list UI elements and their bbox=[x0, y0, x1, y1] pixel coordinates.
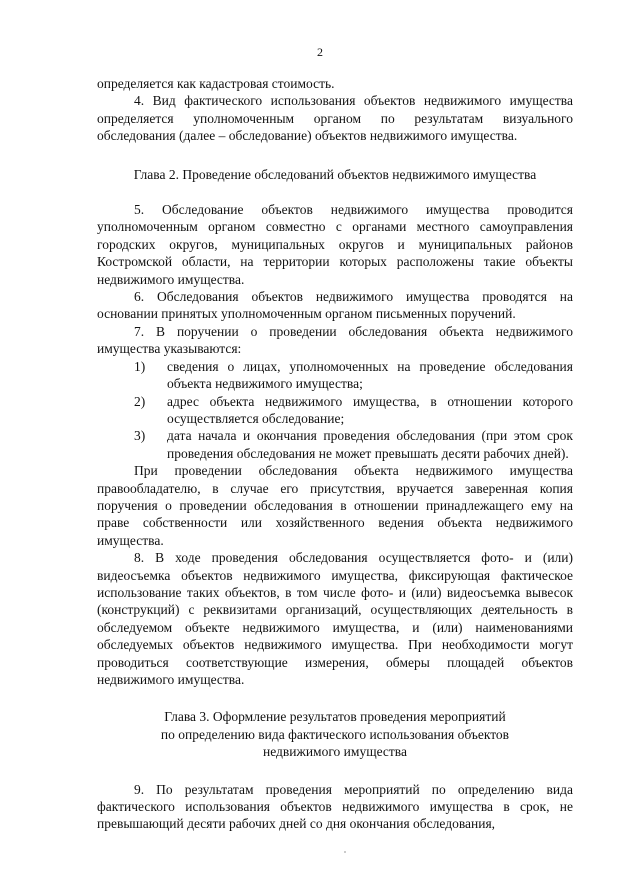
list-item-text: сведения о лицах, уполномоченных на проведение обследования объекта недвижимого имущества; bbox=[167, 358, 573, 392]
list-item-number: 3) bbox=[134, 428, 146, 444]
paragraph-5: 5. Обследование объектов недвижимого имущества проводится уполномоченным органом совместно с органами местного самоуправления городских округов, муниципальных округов и муниципальных районов Костромской области, на территории которых расположены такие объекты недвижимого имущества. bbox=[97, 202, 573, 287]
list-item-text: дата начала и окончания проведения обследования (при этом срок проведения обследования не может превышать десяти рабочих дней). bbox=[167, 428, 573, 461]
scan-mark bbox=[344, 851, 346, 853]
list-item bbox=[97, 427, 573, 462]
paragraph-continuation: определяется как кадастровая стоимость. bbox=[97, 76, 335, 91]
paragraph-4: 4. Вид фактического использования объектов недвижимого имущества определяется уполномоченным органом по результатам визуального обследования (далее – обследование) объектов недвижимого имущества. bbox=[97, 93, 573, 144]
list-item-number: 2) bbox=[134, 393, 146, 409]
list-item bbox=[97, 358, 573, 393]
paragraph-7: 7. В поручении о проведении обследования объекта недвижимого имущества указываются: bbox=[97, 323, 573, 357]
chapter-2-heading: Глава 2. Проведение обследований объектов недвижимого имущества bbox=[133, 166, 537, 182]
list-item bbox=[97, 393, 573, 428]
chapter-3-heading-line: недвижимого имущества bbox=[263, 744, 407, 760]
paragraph-6: 6. Обследования объектов недвижимого имущества проводятся на основании принятых уполномоченным органом письменных поручений. bbox=[97, 289, 573, 322]
chapter-3-heading-line: по определению вида фактического использования объектов bbox=[160, 726, 510, 742]
list-item-number: 1) bbox=[134, 358, 146, 374]
list-item-text: адрес объекта недвижимого имущества, в отношении которого осуществляется обследование; bbox=[167, 393, 573, 426]
paragraph-9: 9. По результатам проведения мероприятий по определению вида фактического использования объектов недвижимого имущества в срок, не превышающий десяти рабочих дней со дня окончания обследования, bbox=[97, 781, 573, 832]
page-number: 2 bbox=[317, 45, 323, 59]
paragraph-7-note: При проведении обследования объекта недвижимого имущества правообладателю, в случае его присутствия, вручается заверенная копия поручения о проведении обследования в отношении принадлежащего ему на праве собственности или хозяйственного ведения объекта недвижимого имущества. bbox=[97, 463, 573, 548]
document-body bbox=[97, 75, 573, 833]
chapter-3-heading-line: Глава 3. Оформление результатов проведения мероприятий bbox=[164, 709, 506, 725]
paragraph-8: 8. В ходе проведения обследования осуществляется фото- и (или) видеосъемка объектов недвижимого имущества, фиксирующая фактическое использование таких объектов, в том числе фото- и (или) видеосъемка вывесок (конструкций) с реквизитами организаций, осуществляющих деятельность в обследуемом объекте недвижимого имущества, и (или) наименованиями обследуемых объектов недвижимого имущества. При необходимости могут проводиться соответствующие измерения, обмеры площадей объектов недвижимого имущества. bbox=[97, 550, 573, 687]
chapter-3-heading bbox=[97, 708, 573, 760]
